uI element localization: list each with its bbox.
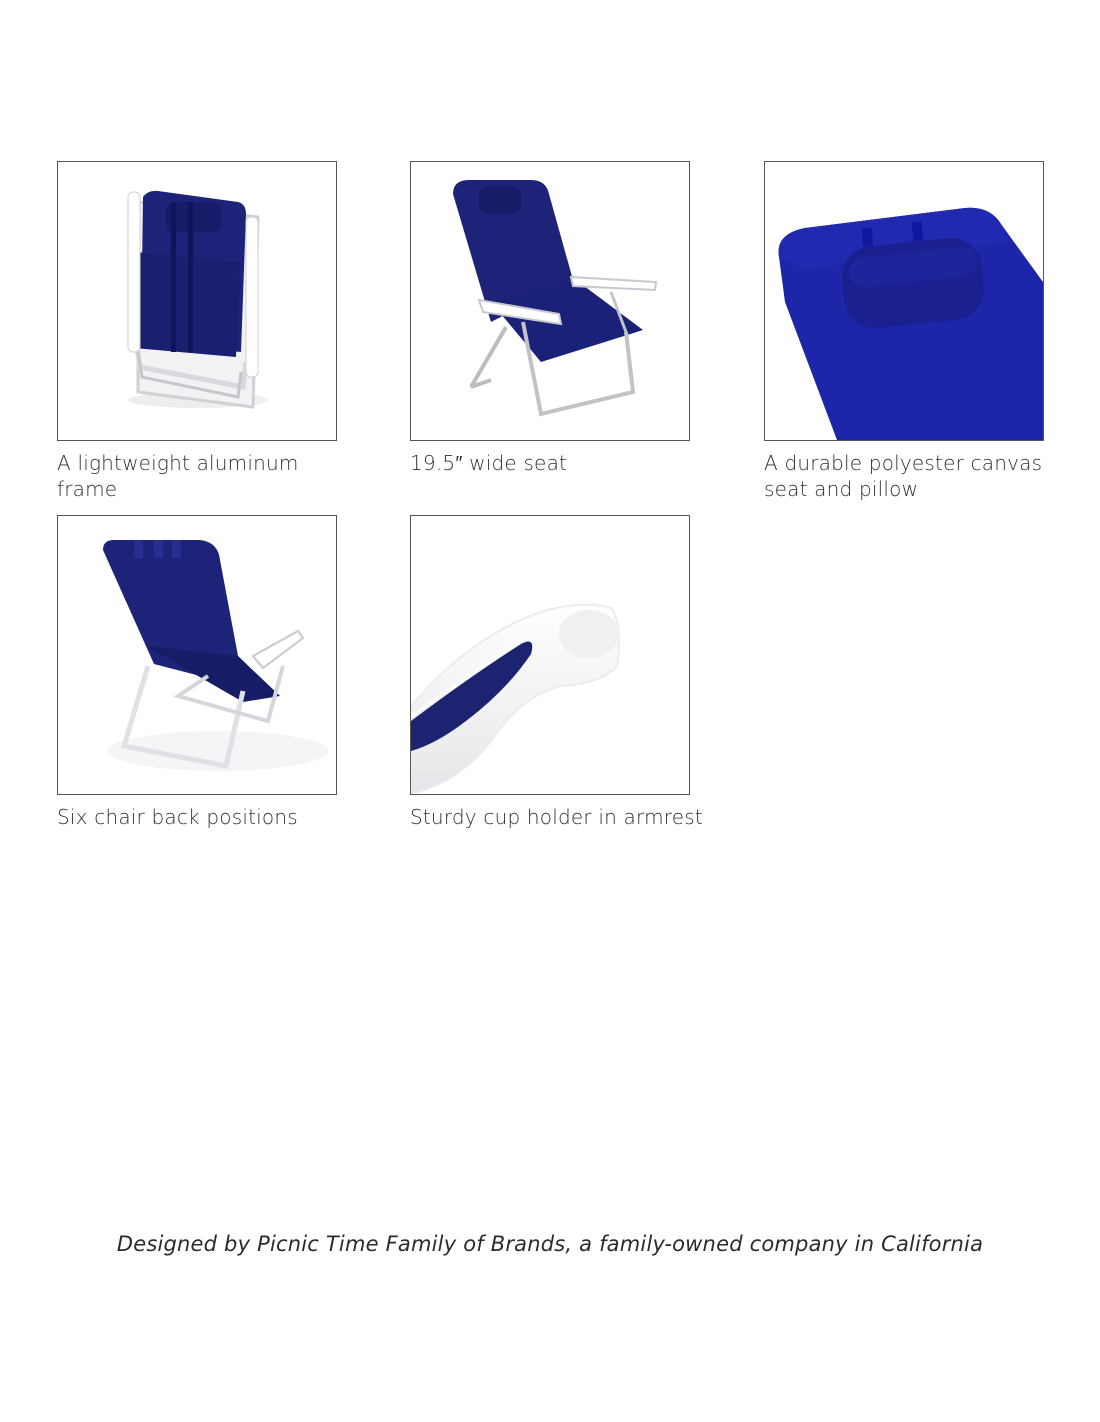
feature-card-aluminum-frame (57, 161, 357, 502)
pillow-closeup-photo (764, 161, 1044, 441)
open-chair-photo (410, 161, 690, 441)
feature-caption: A lightweight aluminum frame (57, 451, 299, 501)
cup-holder-illustration (411, 516, 689, 794)
chair-back-photo (57, 515, 337, 795)
feature-card-canvas-seat (764, 161, 1064, 502)
folded-chair-photo (57, 161, 337, 441)
feature-caption: A durable polyester canvas seat and pillow (764, 451, 1043, 501)
pillow-closeup-illustration (765, 162, 1043, 440)
folded-chair-illustration (58, 162, 336, 440)
feature-caption: 19.5″ wide seat (410, 451, 568, 475)
feature-card-cup-holder (410, 515, 710, 830)
chair-back-illustration (58, 516, 336, 794)
cup-holder-photo (410, 515, 690, 795)
feature-card-back-positions (57, 515, 357, 830)
feature-card-wide-seat (410, 161, 710, 476)
feature-caption: Six chair back positions (57, 805, 298, 829)
footer-tagline: Designed by Picnic Time Family of Brands, a family-owned company in California (116, 1232, 984, 1256)
open-chair-illustration (411, 162, 689, 440)
feature-caption: Sturdy cup holder in armrest (410, 805, 703, 829)
